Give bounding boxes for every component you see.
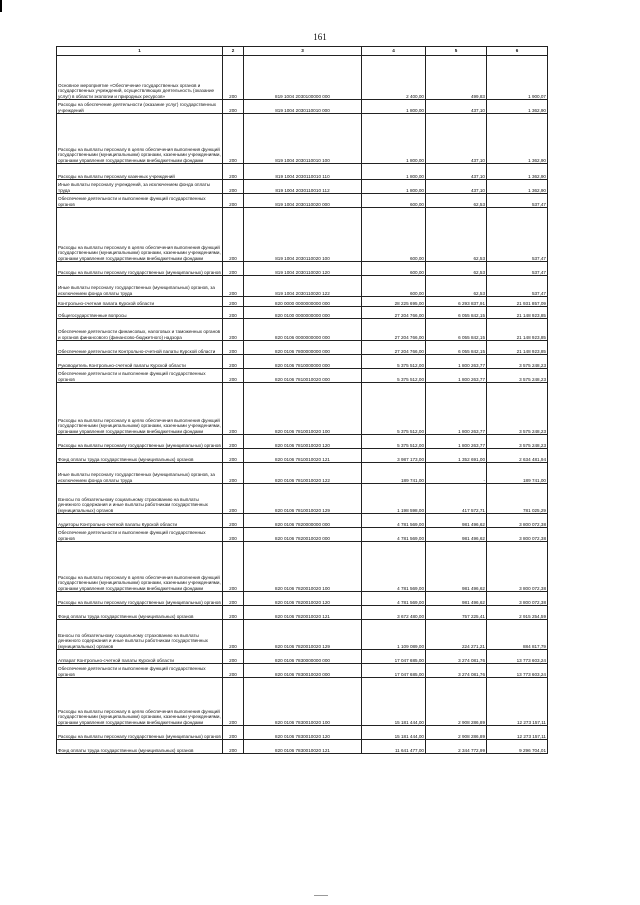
table-row xyxy=(57,484,548,514)
row-kbk-cell: 820 0106 7810010020 100 xyxy=(244,383,362,435)
row-kbk-cell: 820 0106 7810010020 121 xyxy=(244,449,362,463)
row-approved-cell: 15 181 444,00 xyxy=(362,726,426,740)
row-name-cell: Взносы по обязательному социальному страхованию на выплаты денежного содержания и иные выплаты работникам государственных (муниципальных) органов xyxy=(57,620,223,650)
row-remaining-cell: 781 025,29 xyxy=(487,484,548,514)
table-row xyxy=(57,208,548,262)
row-approved-cell: 17 047 685,00 xyxy=(362,664,426,678)
row-executed-cell: 1 352 691,00 xyxy=(426,449,487,463)
row-remaining-cell: 21 148 923,85 xyxy=(487,319,548,341)
row-executed-cell: 1 800 263,77 xyxy=(426,355,487,369)
row-name-cell: Основное мероприятие «Обеспечение государственных органов и государственных учреждений, осуществляющих деятельность (оказание услуг) в области экологии и природных ресурсов» xyxy=(57,56,223,100)
row-kbk-cell: 819 1004 2030110010 112 xyxy=(244,180,362,194)
row-code-cell: 200 xyxy=(223,164,244,180)
row-kbk-cell: 820 0000 0000000000 000 xyxy=(244,297,362,307)
row-approved-cell: 5 375 512,00 xyxy=(362,355,426,369)
row-executed-cell: 437,10 xyxy=(426,100,487,114)
table-row xyxy=(57,100,548,114)
row-code-cell: 200 xyxy=(223,620,244,650)
table-row xyxy=(57,56,548,100)
row-code-cell: 200 xyxy=(223,592,244,606)
row-code-cell: 200 xyxy=(223,528,244,542)
row-executed-cell: 6 055 842,15 xyxy=(426,341,487,355)
row-executed-cell: 981 496,62 xyxy=(426,514,487,528)
row-approved-cell: 4 781 569,00 xyxy=(362,542,426,592)
row-executed-cell: - xyxy=(426,463,487,484)
row-remaining-cell: 12 273 157,11 xyxy=(487,726,548,740)
row-kbk-cell: 820 0106 7810010020 129 xyxy=(244,484,362,514)
row-executed-cell: 62,53 xyxy=(426,194,487,208)
row-executed-cell: 3 274 081,76 xyxy=(426,664,487,678)
row-kbk-cell: 820 0106 7830010020 120 xyxy=(244,726,362,740)
row-remaining-cell: 2 915 254,59 xyxy=(487,606,548,620)
table-row xyxy=(57,383,548,435)
row-approved-cell: 2 400,00 xyxy=(362,56,426,100)
row-executed-cell: 62,53 xyxy=(426,208,487,262)
row-code-cell: 200 xyxy=(223,208,244,262)
row-kbk-cell: 820 0106 7830010020 000 xyxy=(244,664,362,678)
row-kbk-cell: 820 0106 7800000000 000 xyxy=(244,341,362,355)
row-approved-cell: 27 204 766,00 xyxy=(362,307,426,319)
row-approved-cell: 1 800,00 xyxy=(362,114,426,164)
table-row xyxy=(57,664,548,678)
row-executed-cell: 3 274 081,76 xyxy=(426,650,487,664)
row-approved-cell: 1 198 598,00 xyxy=(362,484,426,514)
scan-bottom-mark xyxy=(314,895,328,896)
table-row xyxy=(57,449,548,463)
table-row xyxy=(57,307,548,319)
row-approved-cell: 4 781 569,00 xyxy=(362,514,426,528)
row-code-cell: 200 xyxy=(223,307,244,319)
row-kbk-cell: 819 1004 2030110010 110 xyxy=(244,164,362,180)
row-kbk-cell: 819 1004 2030110020 000 xyxy=(244,194,362,208)
row-code-cell: 200 xyxy=(223,726,244,740)
table-header-row xyxy=(57,47,548,56)
row-remaining-cell: 9 296 704,01 xyxy=(487,740,548,754)
row-kbk-cell: 820 0106 7810010020 120 xyxy=(244,435,362,449)
row-name-cell: Обеспечение деятельности Контрольно-счетной палаты Курской области xyxy=(57,341,223,355)
row-code-cell: 200 xyxy=(223,114,244,164)
row-approved-cell: 1 800,00 xyxy=(362,180,426,194)
row-kbk-cell: 820 0106 0000000000 000 xyxy=(244,319,362,341)
row-kbk-cell: 819 1004 2030110020 120 xyxy=(244,262,362,276)
table-row xyxy=(57,319,548,341)
row-executed-cell: 1 800 263,77 xyxy=(426,435,487,449)
scan-edge-mark xyxy=(0,0,2,12)
table-row xyxy=(57,528,548,542)
row-remaining-cell: 2 634 481,94 xyxy=(487,449,548,463)
row-approved-cell: 27 204 766,00 xyxy=(362,319,426,341)
row-remaining-cell: 537,47 xyxy=(487,262,548,276)
table-row xyxy=(57,194,548,208)
row-approved-cell: 600,00 xyxy=(362,262,426,276)
row-code-cell: 200 xyxy=(223,650,244,664)
row-name-cell: Расходы на выплаты персоналу казенных учреждений xyxy=(57,164,223,180)
row-approved-cell: 5 375 512,00 xyxy=(362,369,426,383)
row-executed-cell: 2 908 286,89 xyxy=(426,726,487,740)
row-code-cell: 200 xyxy=(223,664,244,678)
column-header: 4 xyxy=(362,47,426,56)
row-approved-cell: 600,00 xyxy=(362,208,426,262)
row-code-cell: 200 xyxy=(223,484,244,514)
row-approved-cell: 4 781 569,00 xyxy=(362,592,426,606)
column-header: 1 xyxy=(57,47,223,56)
row-executed-cell: 981 496,62 xyxy=(426,542,487,592)
row-code-cell: 200 xyxy=(223,449,244,463)
row-name-cell: Иные выплаты персоналу государственных (муниципальных) органов, за исключением фонда оплаты труда xyxy=(57,463,223,484)
column-header: 5 xyxy=(426,47,487,56)
table-row xyxy=(57,606,548,620)
row-approved-cell: 15 181 444,00 xyxy=(362,678,426,726)
row-executed-cell: 6 293 837,91 xyxy=(426,297,487,307)
row-approved-cell: 5 375 512,00 xyxy=(362,435,426,449)
row-kbk-cell: 819 1004 2030110010 000 xyxy=(244,100,362,114)
row-code-cell: 200 xyxy=(223,341,244,355)
row-kbk-cell: 820 0106 7820010020 121 xyxy=(244,606,362,620)
table-row xyxy=(57,114,548,164)
row-code-cell: 200 xyxy=(223,678,244,726)
row-approved-cell: 600,00 xyxy=(362,276,426,297)
table-row xyxy=(57,369,548,383)
row-code-cell: 200 xyxy=(223,262,244,276)
row-remaining-cell: 537,47 xyxy=(487,208,548,262)
row-name-cell: Расходы на выплаты персоналу в целях обеспечения выполнения функций государственными (муниципальными) органами, казенными учреждениями, органами управления государственными внебюджетными фондами xyxy=(57,114,223,164)
row-name-cell: Расходы на выплаты персоналу в целях обеспечения выполнения функций государственными (муниципальными) органами, казенными учреждениями, органами управления государственными внебюджетными фондами xyxy=(57,383,223,435)
row-name-cell: Расходы на выплаты персоналу в целях обеспечения выполнения функций государственными (муниципальными) органами, казенными учреждениями, органами управления государственными внебюджетными фондами xyxy=(57,208,223,262)
row-executed-cell: 437,10 xyxy=(426,164,487,180)
row-remaining-cell: 21 148 923,85 xyxy=(487,307,548,319)
row-kbk-cell: 820 0106 7810010020 000 xyxy=(244,369,362,383)
row-code-cell: 200 xyxy=(223,319,244,341)
row-remaining-cell: 3 575 248,23 xyxy=(487,383,548,435)
table-row xyxy=(57,164,548,180)
row-code-cell: 200 xyxy=(223,56,244,100)
table-row xyxy=(57,276,548,297)
row-name-cell: Обеспечение деятельности и выполнение функций государственных органов xyxy=(57,194,223,208)
row-executed-cell: 2 908 286,89 xyxy=(426,678,487,726)
table-row xyxy=(57,678,548,726)
row-name-cell: Фонд оплаты труда государственных (муниципальных) органов xyxy=(57,449,223,463)
row-executed-cell: 1 800 263,77 xyxy=(426,369,487,383)
row-kbk-cell: 820 0106 7830010020 121 xyxy=(244,740,362,754)
row-code-cell: 200 xyxy=(223,100,244,114)
row-name-cell: Общегосударственные вопросы xyxy=(57,307,223,319)
row-executed-cell: 437,10 xyxy=(426,114,487,164)
row-code-cell: 200 xyxy=(223,514,244,528)
row-remaining-cell: 1 362,90 xyxy=(487,164,548,180)
row-kbk-cell: 819 1004 2030100000 000 xyxy=(244,56,362,100)
row-executed-cell: 224 271,21 xyxy=(426,620,487,650)
table-row xyxy=(57,435,548,449)
row-kbk-cell: 820 0106 7830000000 000 xyxy=(244,650,362,664)
row-name-cell: Иные выплаты персоналу государственных (муниципальных) органов, за исключением фонда оплаты труда xyxy=(57,276,223,297)
row-kbk-cell: 820 0106 7820010020 100 xyxy=(244,542,362,592)
row-code-cell: 200 xyxy=(223,383,244,435)
row-code-cell: 200 xyxy=(223,435,244,449)
row-approved-cell: 4 781 569,00 xyxy=(362,528,426,542)
row-remaining-cell: 13 773 603,24 xyxy=(487,650,548,664)
row-executed-cell: 6 055 842,15 xyxy=(426,307,487,319)
row-kbk-cell: 820 0106 7830010020 100 xyxy=(244,678,362,726)
row-name-cell: Расходы на выплаты персоналу государственных (муниципальных) органов xyxy=(57,726,223,740)
row-approved-cell: 5 375 512,00 xyxy=(362,383,426,435)
row-remaining-cell: 537,47 xyxy=(487,276,548,297)
row-remaining-cell: 189 741,00 xyxy=(487,463,548,484)
row-name-cell: Аудиторы Контрольно-счетной палаты Курской области xyxy=(57,514,223,528)
row-kbk-cell: 820 0106 7810010020 122 xyxy=(244,463,362,484)
row-executed-cell: 437,10 xyxy=(426,180,487,194)
row-code-cell: 200 xyxy=(223,194,244,208)
row-remaining-cell: 3 800 072,38 xyxy=(487,514,548,528)
column-header: 6 xyxy=(487,47,548,56)
table-row xyxy=(57,542,548,592)
table-row xyxy=(57,355,548,369)
row-code-cell: 200 xyxy=(223,606,244,620)
row-approved-cell: 1 109 089,00 xyxy=(362,620,426,650)
row-executed-cell: 981 496,62 xyxy=(426,592,487,606)
row-executed-cell: 499,83 xyxy=(426,56,487,100)
row-name-cell: Обеспечение деятельности и выполнение функций государственных органов xyxy=(57,664,223,678)
row-approved-cell: 17 047 685,00 xyxy=(362,650,426,664)
row-remaining-cell: 3 575 248,23 xyxy=(487,355,548,369)
row-name-cell: Расходы на обеспечение деятельности (оказание услуг) государственных учреждений xyxy=(57,100,223,114)
row-name-cell: Расходы на выплаты персоналу в целях обеспечения выполнения функций государственными (муниципальными) органами, казенными учреждениями, органами управления государственными внебюджетными фондами xyxy=(57,678,223,726)
row-remaining-cell: 884 817,79 xyxy=(487,620,548,650)
row-code-cell: 200 xyxy=(223,297,244,307)
table-row xyxy=(57,592,548,606)
row-name-cell: Расходы на выплаты персоналу государственных (муниципальных) органов xyxy=(57,592,223,606)
row-kbk-cell: 820 0106 7820000000 000 xyxy=(244,514,362,528)
row-name-cell: Расходы на выплаты персоналу государственных (муниципальных) органов xyxy=(57,435,223,449)
table-row xyxy=(57,726,548,740)
row-code-cell: 200 xyxy=(223,355,244,369)
table-row xyxy=(57,650,548,664)
table-row xyxy=(57,620,548,650)
row-remaining-cell: 3 800 072,38 xyxy=(487,542,548,592)
row-remaining-cell: 21 148 923,85 xyxy=(487,341,548,355)
row-name-cell: Иные выплаты персоналу учреждений, за исключением фонда оплаты труда xyxy=(57,180,223,194)
row-remaining-cell: 1 362,90 xyxy=(487,180,548,194)
row-code-cell: 200 xyxy=(223,276,244,297)
table-row xyxy=(57,514,548,528)
row-code-cell: 200 xyxy=(223,369,244,383)
row-name-cell: Расходы на выплаты персоналу в целях обеспечения выполнения функций государственными (муниципальными) органами, казенными учреждениями, органами управления государственными внебюджетными фондами xyxy=(57,542,223,592)
row-name-cell: Расходы на выплаты персоналу государственных (муниципальных) органов xyxy=(57,262,223,276)
row-remaining-cell: 3 800 072,38 xyxy=(487,528,548,542)
row-remaining-cell: 3 800 072,38 xyxy=(487,592,548,606)
row-executed-cell: 6 055 842,15 xyxy=(426,319,487,341)
row-executed-cell: 757 225,41 xyxy=(426,606,487,620)
row-remaining-cell: 1 900,07 xyxy=(487,56,548,100)
row-remaining-cell: 1 362,90 xyxy=(487,114,548,164)
table-row xyxy=(57,740,548,754)
row-executed-cell: 417 572,71 xyxy=(426,484,487,514)
table-row xyxy=(57,180,548,194)
column-header: 3 xyxy=(244,47,362,56)
row-kbk-cell: 820 0106 7820010020 000 xyxy=(244,528,362,542)
row-remaining-cell: 1 362,90 xyxy=(487,100,548,114)
row-executed-cell: 1 800 263,77 xyxy=(426,383,487,435)
row-approved-cell: 28 225 695,00 xyxy=(362,297,426,307)
row-approved-cell: 1 800,00 xyxy=(362,100,426,114)
row-approved-cell: 600,00 xyxy=(362,194,426,208)
row-kbk-cell: 820 0100 0000000000 000 xyxy=(244,307,362,319)
table-row xyxy=(57,297,548,307)
row-kbk-cell: 819 1004 2030110020 100 xyxy=(244,208,362,262)
row-code-cell: 200 xyxy=(223,180,244,194)
row-kbk-cell: 820 0106 7820010020 120 xyxy=(244,592,362,606)
row-executed-cell: 981 496,62 xyxy=(426,528,487,542)
row-name-cell: Аппарат Контрольно-счетной палаты Курской области xyxy=(57,650,223,664)
row-name-cell: Фонд оплаты труда государственных (муниципальных) органов xyxy=(57,740,223,754)
row-approved-cell: 3 672 480,00 xyxy=(362,606,426,620)
row-name-cell: Обеспечение деятельности и выполнение функций государственных органов xyxy=(57,528,223,542)
row-code-cell: 200 xyxy=(223,542,244,592)
row-remaining-cell: 537,47 xyxy=(487,194,548,208)
column-header: 2 xyxy=(223,47,244,56)
row-remaining-cell: 21 931 857,09 xyxy=(487,297,548,307)
row-name-cell: Контрольно-счетная палата Курской области xyxy=(57,297,223,307)
row-approved-cell: 27 204 766,00 xyxy=(362,341,426,355)
row-kbk-cell: 819 1004 2030110010 100 xyxy=(244,114,362,164)
row-kbk-cell: 819 1004 2030110020 122 xyxy=(244,276,362,297)
row-code-cell: 200 xyxy=(223,740,244,754)
row-approved-cell: 11 641 477,00 xyxy=(362,740,426,754)
row-name-cell: Обеспечение деятельности и выполнение функций государственных органов xyxy=(57,369,223,383)
row-remaining-cell: 13 773 603,24 xyxy=(487,664,548,678)
row-remaining-cell: 3 575 248,23 xyxy=(487,369,548,383)
row-name-cell: Руководитель Контрольно-счетной палаты Курской области xyxy=(57,355,223,369)
row-approved-cell: 3 987 173,00 xyxy=(362,449,426,463)
table-row xyxy=(57,262,548,276)
row-name-cell: Обеспечение деятельности финансовых, налоговых и таможенных органов и органов финансового (финансово-бюджетного) надзора xyxy=(57,319,223,341)
row-code-cell: 200 xyxy=(223,463,244,484)
row-approved-cell: 189 741,00 xyxy=(362,463,426,484)
row-name-cell: Взносы по обязательному социальному страхованию на выплаты денежного содержания и иные выплаты работникам государственных (муниципальных) органов xyxy=(57,484,223,514)
row-remaining-cell: 3 575 248,23 xyxy=(487,435,548,449)
row-kbk-cell: 820 0106 7810000000 000 xyxy=(244,355,362,369)
row-kbk-cell: 820 0106 7820010020 129 xyxy=(244,620,362,650)
table-row xyxy=(57,463,548,484)
row-executed-cell: 62,53 xyxy=(426,276,487,297)
row-executed-cell: 2 344 772,99 xyxy=(426,740,487,754)
row-remaining-cell: 12 273 157,11 xyxy=(487,678,548,726)
row-approved-cell: 1 800,00 xyxy=(362,164,426,180)
table-row xyxy=(57,341,548,355)
row-executed-cell: 62,53 xyxy=(426,262,487,276)
row-name-cell: Фонд оплаты труда государственных (муниципальных) органов xyxy=(57,606,223,620)
page-number: 161 xyxy=(313,32,327,42)
budget-table xyxy=(56,46,548,754)
